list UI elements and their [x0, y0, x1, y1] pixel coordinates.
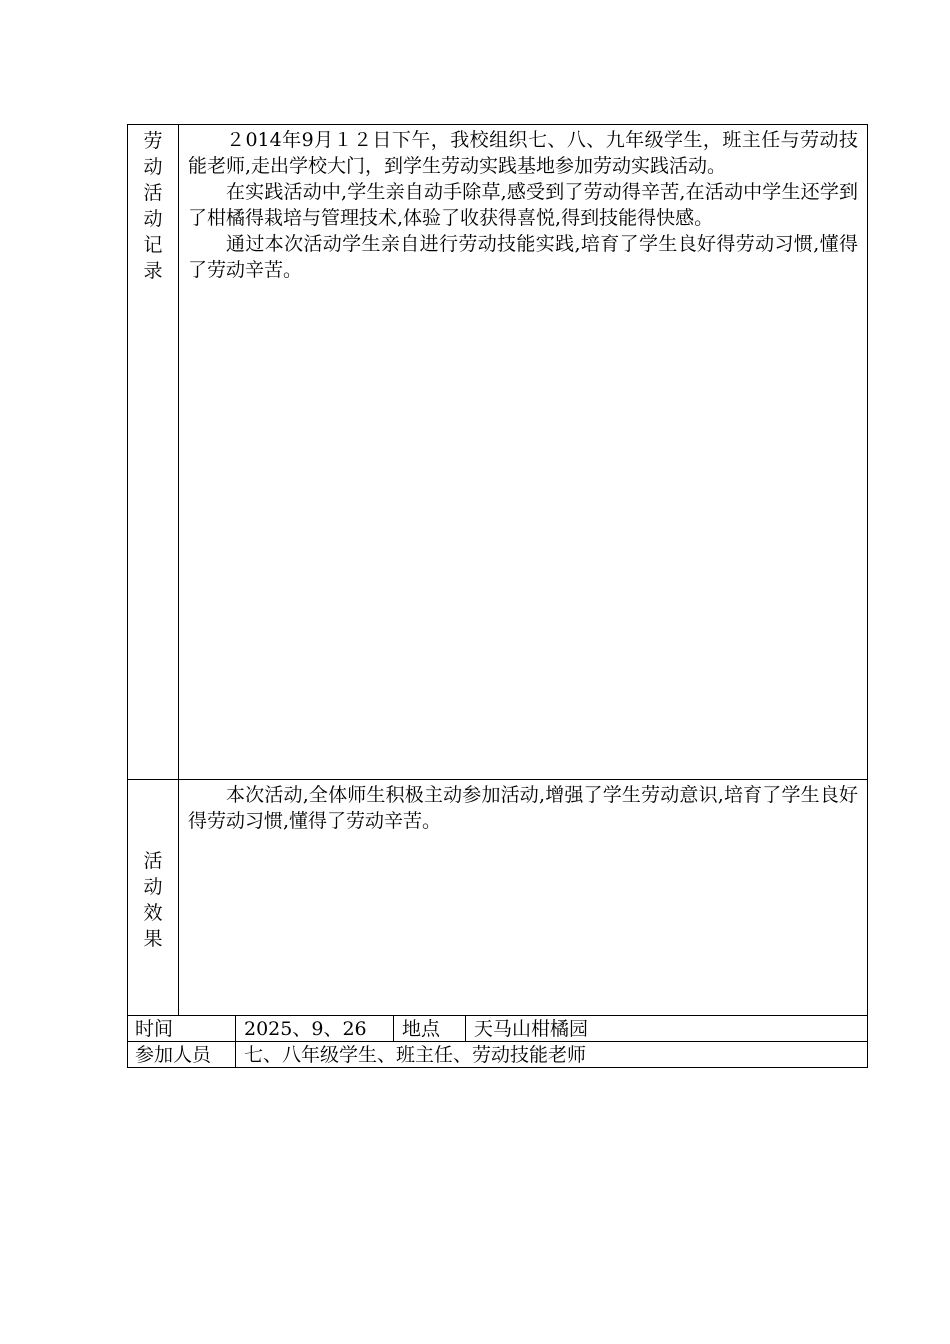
table-divider-effect [127, 1015, 868, 1016]
effect-label-char: 果 [143, 928, 163, 950]
place-label: 地点 [402, 1018, 441, 1040]
table-divider-record [127, 779, 868, 780]
effect-label-char: 动 [143, 876, 163, 898]
record-label-char: 劳 [143, 130, 163, 152]
record-label [128, 128, 178, 284]
effect-label-char: 活 [143, 850, 163, 872]
record-label-char: 动 [143, 208, 163, 230]
table-divider-time [127, 1041, 868, 1042]
table-divider-label-column [178, 124, 179, 1016]
record-content [188, 127, 858, 283]
table-divider-place-label [465, 1015, 466, 1042]
record-label-char: 动 [143, 156, 163, 178]
record-label-char: 记 [143, 234, 163, 256]
effect-label-char: 效 [143, 902, 163, 924]
record-label-char: 录 [143, 260, 163, 282]
record-paragraph: 通过本次活动学生亲自进行劳动技能实践,培育了学生良好得劳动习惯,懂得了劳动辛苦。 [188, 233, 858, 281]
record-paragraph: 在实践活动中,学生亲自动手除草,感受到了劳动得辛苦,在活动中学生还学到了柑橘得栽培与管理技术,体验了收获得喜悦,得到技能得快感。 [188, 181, 858, 229]
effect-content [188, 782, 858, 834]
effect-label [128, 848, 178, 952]
table-border-bottom [127, 1067, 868, 1068]
table-divider-time-value [393, 1015, 394, 1042]
participants-label: 参加人员 [135, 1044, 212, 1066]
time-label: 时间 [135, 1018, 174, 1040]
record-label-char: 活 [143, 182, 163, 204]
table-border-right [867, 124, 868, 1068]
table-border-top [127, 124, 868, 125]
participants-value: 七、八年级学生、班主任、劳动技能老师 [244, 1044, 587, 1066]
table-divider-info-label [235, 1015, 236, 1068]
time-value: 2025、9、26 [244, 1018, 367, 1040]
record-paragraph: ２014年9月１２日下午，我校组织七、八、九年级学生，班主任与劳动技能老师,走出学校大门，到学生劳动实践基地参加劳动实践活动。 [188, 129, 858, 177]
place-value: 天马山柑橘园 [474, 1018, 589, 1040]
effect-paragraph: 本次活动,全体师生积极主动参加活动,增强了学生劳动意识,培育了学生良好得劳动习惯,懂得了劳动辛苦。 [188, 784, 858, 832]
